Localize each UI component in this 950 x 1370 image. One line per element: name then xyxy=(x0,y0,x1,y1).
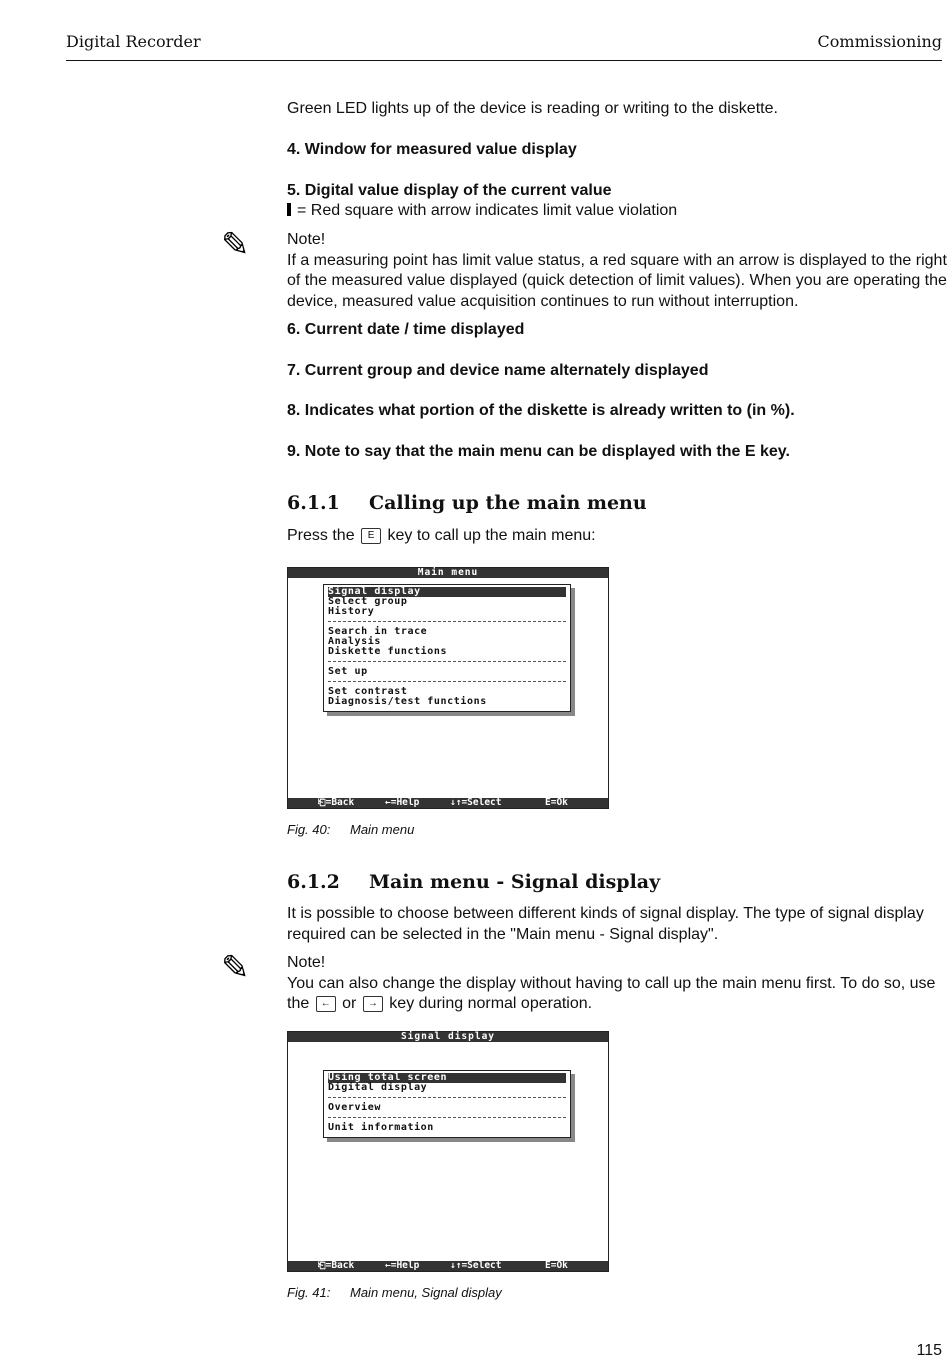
intro-line: Green LED lights up of the device is reading or writing to the diskette. xyxy=(287,100,778,117)
page-number: 115 xyxy=(916,1342,942,1359)
menu-separator xyxy=(328,1097,566,1098)
note-pencil-icon: ✎ xyxy=(221,949,250,987)
item-5-desc-text: = Red square with arrow indicates limit value violation xyxy=(297,202,678,219)
footer-ok: E=Ok xyxy=(545,797,568,808)
menu-item-set-contrast[interactable]: Set contrast xyxy=(328,686,408,697)
note-2 xyxy=(287,953,947,1015)
menu-item-analysis[interactable]: Analysis xyxy=(328,636,381,647)
running-header-right: Commissioning xyxy=(817,32,942,51)
figure-40-caption xyxy=(287,822,414,837)
main-menu-screen-title: Main menu xyxy=(288,568,608,578)
signal-display-footer xyxy=(288,1261,608,1271)
section-611-number: 6.1.1 xyxy=(287,492,340,514)
right-arrow-key-icon: → xyxy=(363,996,383,1012)
note-2-text-b: key during normal operation. xyxy=(389,995,593,1012)
figure-40-number: Fig. 40: xyxy=(287,822,331,837)
footer-select: ↓↑=Select xyxy=(450,1260,502,1271)
note-2-text-a: You can also change the display without having to call up the main menu first. To do so, use the xyxy=(287,974,936,1012)
menu-item-signal-display[interactable]: Signal display xyxy=(328,587,566,597)
figure-41-title: Main menu, Signal display xyxy=(350,1285,502,1300)
note-2-or: or xyxy=(342,995,357,1012)
note-1-label: Note! xyxy=(287,231,326,248)
footer-ok: E=Ok xyxy=(545,1260,568,1271)
main-menu-screen xyxy=(287,567,609,809)
note-1-text: If a measuring point has limit value status, a red square with an arrow is displayed to the right of the measured value displayed (quick detection of limit values). When you are operating the device, measured value acquisition continues to run without interruption. xyxy=(287,251,947,310)
section-612-title: Main menu - Signal display xyxy=(369,871,661,893)
figure-41-number: Fig. 41: xyxy=(287,1285,331,1300)
section-611-text-before: Press the xyxy=(287,527,355,544)
running-header-left: Digital Recorder xyxy=(66,32,201,51)
header-rule xyxy=(66,60,942,61)
figure-40-title: Main menu xyxy=(350,822,415,837)
menu-separator xyxy=(328,1117,566,1118)
footer-help: ←=Help xyxy=(385,1260,420,1271)
menu-item-diagnosis-test-functions[interactable]: Diagnosis/test functions xyxy=(328,696,487,707)
note-2-text xyxy=(287,974,947,1015)
left-arrow-key-icon: ← xyxy=(316,996,336,1012)
signal-display-list xyxy=(323,1070,571,1138)
menu-separator xyxy=(328,661,566,662)
item-9: 9. Note to say that the main menu can be displayed with the E key. xyxy=(287,443,790,460)
section-612-heading xyxy=(287,871,660,893)
section-612-text: It is possible to choose between different kinds of signal display. The type of signal display required can be selected in the "Main menu - Signal display". xyxy=(287,905,924,943)
menu-item-overview[interactable]: Overview xyxy=(328,1102,381,1113)
main-menu-list xyxy=(323,584,571,712)
section-611-heading xyxy=(287,492,647,514)
menu-item-search-in-trace[interactable]: Search in trace xyxy=(328,626,428,637)
menu-item-history[interactable]: History xyxy=(328,606,375,617)
figure-41-caption xyxy=(287,1285,502,1300)
note-1 xyxy=(287,230,947,312)
item-8: 8. Indicates what portion of the diskette is already written to (in %). xyxy=(287,402,795,419)
section-611-title: Calling up the main menu xyxy=(369,492,647,514)
signal-display-screen xyxy=(287,1031,609,1272)
menu-separator xyxy=(328,681,566,682)
footer-select: ↓↑=Select xyxy=(450,797,502,808)
limit-marker-icon xyxy=(287,203,291,216)
menu-item-select-group[interactable]: Select group xyxy=(328,596,408,607)
section-612-number: 6.1.2 xyxy=(287,871,340,893)
menu-separator xyxy=(328,621,566,622)
menu-item-set-up[interactable]: Set up xyxy=(328,666,368,677)
item-6: 6. Current date / time displayed xyxy=(287,321,525,338)
main-menu-footer xyxy=(288,798,608,808)
note-pencil-icon: ✎ xyxy=(221,226,250,264)
e-key-icon: E xyxy=(361,528,381,544)
note-2-label: Note! xyxy=(287,954,326,971)
menu-item-using-total-screen[interactable]: Using total screen xyxy=(328,1073,566,1083)
item-4: 4. Window for measured value display xyxy=(287,141,577,158)
item-7: 7. Current group and device name alternately displayed xyxy=(287,362,709,379)
item-5: 5. Digital value display of the current value xyxy=(287,182,612,199)
menu-item-digital-display[interactable]: Digital display xyxy=(328,1082,428,1093)
signal-display-screen-title: Signal display xyxy=(288,1032,608,1042)
footer-help: ←=Help xyxy=(385,797,420,808)
section-611-text-after: key to call up the main menu: xyxy=(387,527,596,544)
menu-item-diskette-functions[interactable]: Diskette functions xyxy=(328,646,448,657)
section-611-text xyxy=(287,526,947,547)
item-5-description xyxy=(287,201,947,222)
menu-item-unit-information[interactable]: Unit information xyxy=(328,1122,434,1133)
footer-back: ⎗=Back xyxy=(318,1260,355,1271)
footer-back: ⎗=Back xyxy=(318,797,355,808)
